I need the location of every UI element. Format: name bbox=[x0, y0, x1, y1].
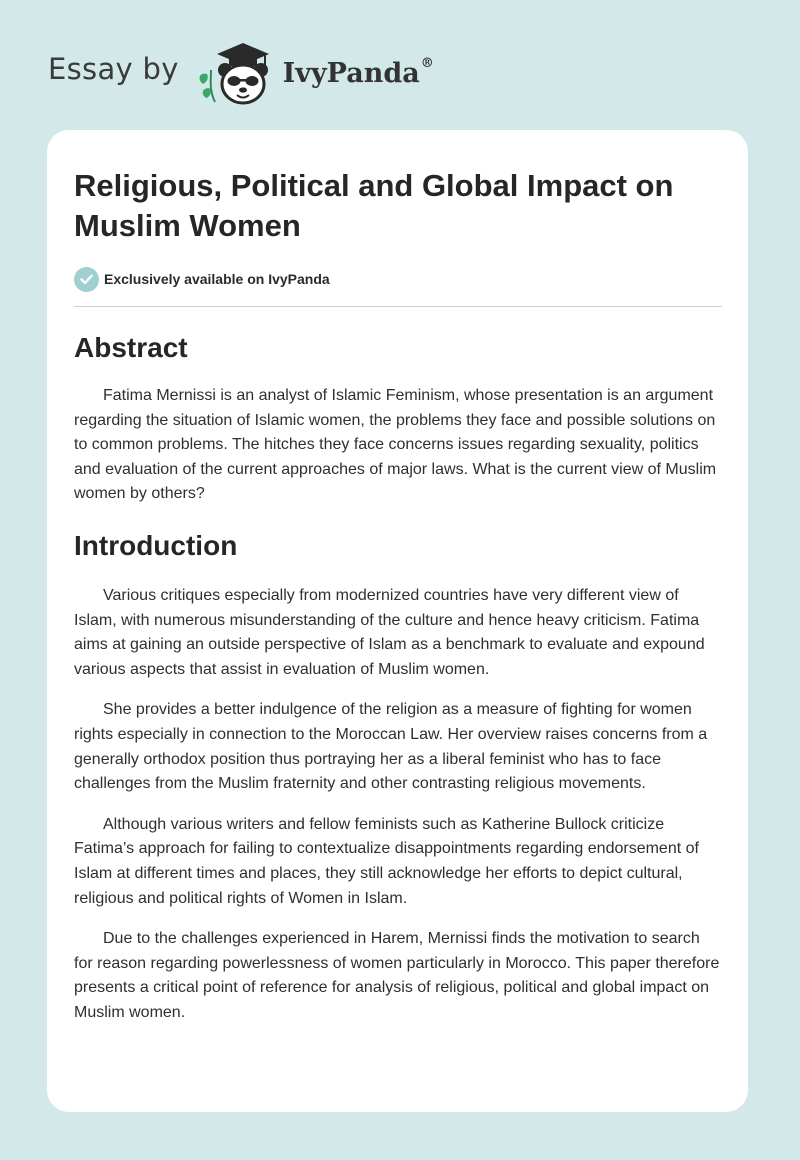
abstract-section bbox=[74, 330, 722, 507]
section-heading-abstract: Abstract bbox=[74, 332, 188, 363]
introduction-section bbox=[74, 528, 722, 1026]
panda-graduate-icon[interactable] bbox=[193, 36, 279, 108]
abstract-paragraph: Fatima Mernissi is an analyst of Islamic Feminism, whose presentation is an argument regarding the situation of Islamic women, the problems they face and possible solutions on to common problems. The hitches they face concerns issues regarding sexuality, politics and evaluation of the current approaches of major laws. What is the current view of Muslim women by others? bbox=[74, 387, 717, 503]
check-circle-icon bbox=[74, 267, 99, 292]
exclusive-badge bbox=[74, 266, 722, 292]
intro-paragraph-1: Various critiques especially from modernized countries have very different view of Islam, with numerous misunderstanding of the culture and hence heavy criticism. Fatima aims at gaining an outside perspective of Islam as a benchmark to evaluate and expound various aspects that assist in evaluation of Muslim women. bbox=[74, 586, 705, 678]
intro-paragraph-3: Although various writers and fellow feminists such as Katherine Bullock criticize Fatima’s approach for failing to contextualize disappointments regarding endorsement of Islam at different times and places, they still acknowledge her efforts to depict cultural, religious and political rights of Women in Islam. bbox=[74, 815, 699, 907]
divider bbox=[74, 306, 722, 307]
intro-paragraph-4: Due to the challenges experienced in Harem, Mernissi finds the motivation to search for reason regarding powerlessness of women particularly in Morocco. This paper therefore presents a critical point of reference for analysis of religious, political and global impact on Muslim women. bbox=[74, 930, 720, 1021]
section-heading-introduction: Introduction bbox=[74, 529, 238, 561]
essay-by-label: Essay by bbox=[48, 52, 179, 86]
brand-logo-text[interactable]: IvyPanda® bbox=[282, 55, 434, 89]
exclusive-label: Exclusively available on IvyPanda bbox=[104, 271, 330, 287]
site-header bbox=[48, 36, 434, 108]
intro-paragraph-2: She provides a better indulgence of the religion as a measure of fighting for women rights especially in connection to the Moroccan Law. Her overview raises concerns from a generally orthodox position thus portraying her as a liberal feminist who has to face challenges from the Muslim fraternity and other contrasting religious movements. bbox=[74, 701, 708, 793]
essay-title: Religious, Political and Global Impact on Muslim Women bbox=[74, 168, 674, 243]
essay-card bbox=[47, 130, 748, 1112]
